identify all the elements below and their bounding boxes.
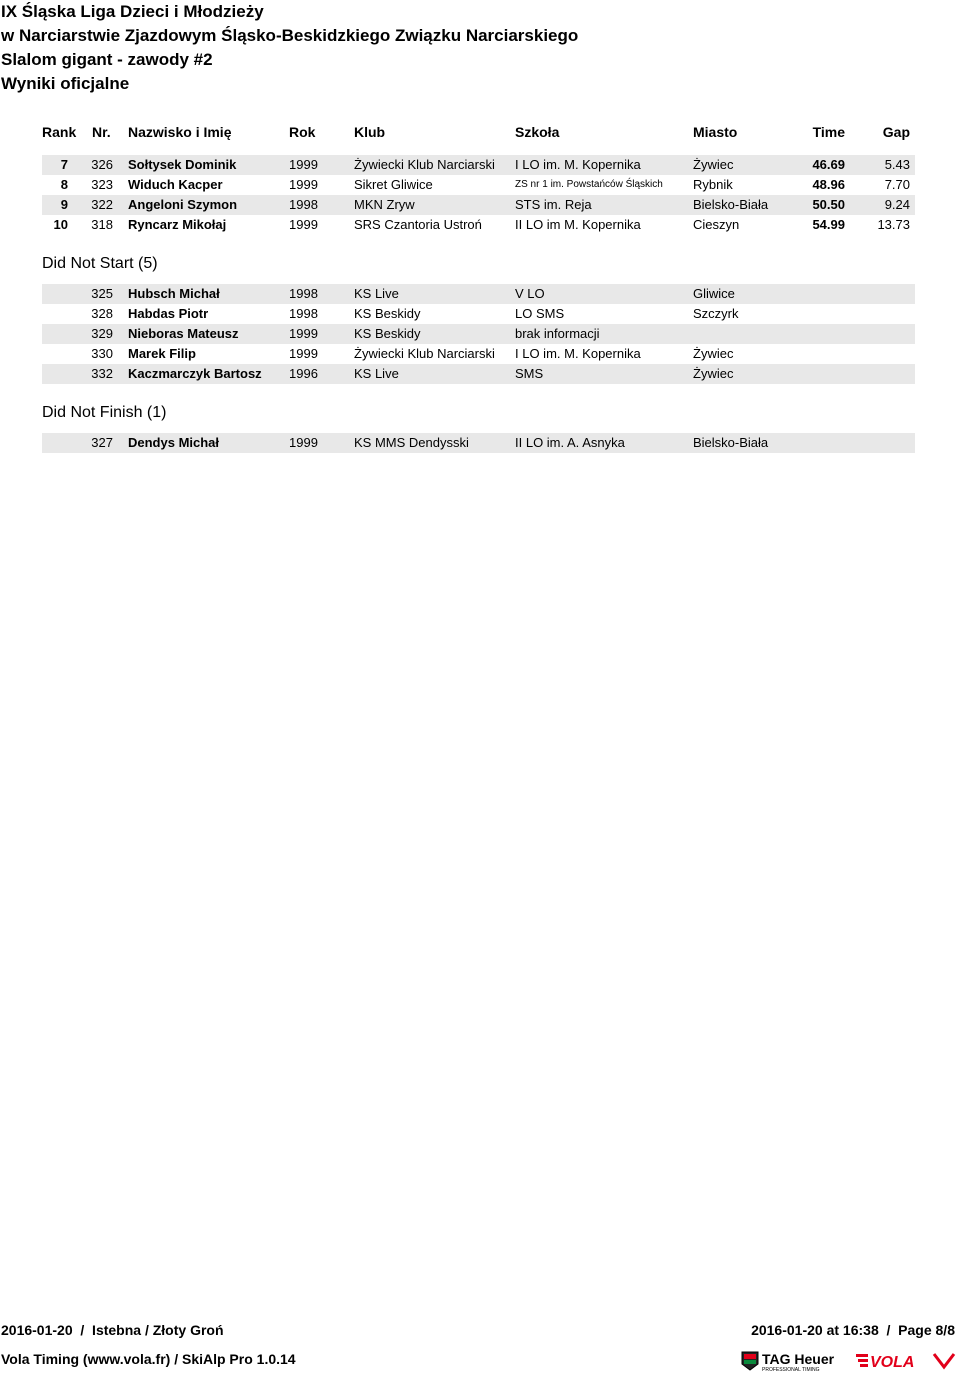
competitor-name: Angeloni Szymon (128, 197, 238, 212)
school: SMS (515, 366, 544, 381)
bib: 332 (91, 366, 113, 381)
col-year: Rok (289, 124, 316, 140)
school: II LO im. A. Asnyka (515, 435, 625, 450)
vola-wordmark: VOLA (870, 1354, 915, 1371)
document-header (1, 0, 578, 96)
bib: 322 (91, 197, 113, 212)
col-club: Klub (354, 124, 386, 140)
tag-heuer-logo (740, 1350, 848, 1372)
col-rank: Rank (42, 124, 77, 140)
rank: 8 (60, 177, 68, 192)
club: KS Beskidy (354, 306, 421, 321)
competitor-name: Sołtysek Dominik (128, 157, 237, 172)
school: STS im. Reja (515, 197, 592, 212)
competitor-name: Dendys Michał (128, 435, 220, 450)
competitor-name: Hubsch Michał (128, 286, 220, 301)
dnf-row (42, 433, 915, 453)
city: Żywiec (693, 157, 734, 172)
city: Żywiec (693, 346, 734, 361)
school: brak informacji (515, 326, 600, 341)
city: Żywiec (693, 366, 734, 381)
birth-year: 1998 (289, 306, 318, 321)
club: Żywiecki Klub Narciarski (354, 157, 495, 172)
result-row (42, 155, 915, 175)
city: Szczyrk (693, 306, 739, 321)
gap: 9.24 (884, 197, 910, 212)
header-subtitle: w Narciarstwie Zjazdowym Śląsko-Beskidzkiego Związku Narciarskiego (1, 26, 579, 45)
rank: 9 (60, 197, 68, 212)
dns-row (42, 344, 915, 364)
gap: 13.73 (877, 217, 910, 232)
school: LO SMS (515, 306, 565, 321)
city: Gliwice (693, 286, 735, 301)
school: II LO im M. Kopernika (515, 217, 641, 232)
school: ZS nr 1 im. Powstańców Śląskich (515, 179, 663, 190)
tag-heuer-shield-icon (740, 1350, 848, 1372)
tag-heuer-wordmark: TAG Heuer (762, 1351, 835, 1367)
club: Sikret Gliwice (354, 177, 433, 192)
dnf-section-title: Did Not Finish (1) (42, 404, 167, 421)
dns-row (42, 284, 915, 304)
birth-year: 1999 (289, 435, 318, 450)
bib: 329 (91, 326, 113, 341)
club: KS Beskidy (354, 326, 421, 341)
race-name: Slalom gigant - zawody #2 (1, 50, 213, 69)
birth-year: 1999 (289, 346, 318, 361)
rank: 10 (53, 217, 68, 232)
col-city: Miasto (693, 124, 738, 140)
header-title: IX Śląska Liga Dzieci i Młodzieży (1, 2, 264, 21)
club: MKN Zryw (354, 197, 415, 212)
result-row (42, 215, 915, 235)
birth-year: 1998 (289, 197, 318, 212)
school: V LO (515, 286, 545, 301)
gap: 5.43 (884, 157, 910, 172)
results-status: Wyniki oficjalne (1, 74, 130, 93)
city: Bielsko-Biała (693, 435, 769, 450)
city: Bielsko-Biała (693, 197, 769, 212)
bib: 318 (91, 217, 113, 232)
col-time: Time (812, 124, 845, 140)
competitor-name: Kaczmarczyk Bartosz (128, 366, 262, 381)
birth-year: 1999 (289, 157, 318, 172)
time: 50.50 (812, 197, 845, 212)
vola-mark-icon (856, 1350, 956, 1372)
birth-year: 1999 (289, 217, 318, 232)
bib: 328 (91, 306, 113, 321)
gap: 7.70 (884, 177, 910, 192)
bib: 330 (91, 346, 113, 361)
dns-section-title: Did Not Start (5) (42, 255, 158, 272)
footer-date-location: 2016-01-20 / Istebna / Złoty Groń (1, 1322, 224, 1338)
competitor-name: Nieboras Mateusz (128, 326, 239, 341)
club: KS Live (354, 366, 399, 381)
birth-year: 1996 (289, 366, 318, 381)
competitor-name: Marek Filip (128, 346, 196, 361)
club: Żywiecki Klub Narciarski (354, 346, 495, 361)
bib: 325 (91, 286, 113, 301)
col-nr: Nr. (92, 124, 111, 140)
time: 46.69 (812, 157, 845, 172)
column-headers (42, 121, 915, 143)
col-name: Nazwisko i Imię (128, 124, 232, 140)
birth-year: 1999 (289, 326, 318, 341)
footer-software: Vola Timing (www.vola.fr) / SkiAlp Pro 1.0.14 (1, 1351, 296, 1367)
dns-row (42, 324, 915, 344)
result-row (42, 175, 915, 195)
dns-row (42, 304, 915, 324)
time: 54.99 (812, 217, 845, 232)
result-row (42, 195, 915, 215)
club: SRS Czantoria Ustroń (354, 217, 482, 232)
tag-heuer-subline: PROFESSIONAL TIMING (762, 1367, 820, 1372)
col-school: Szkoła (515, 124, 560, 140)
col-gap: Gap (882, 124, 910, 140)
club: KS Live (354, 286, 399, 301)
bib: 327 (91, 435, 113, 450)
competitor-name: Ryncarz Mikołaj (128, 217, 227, 232)
vola-logo (856, 1350, 956, 1372)
bib: 326 (91, 157, 113, 172)
bib: 323 (91, 177, 113, 192)
competitor-name: Habdas Piotr (128, 306, 209, 321)
city: Cieszyn (693, 217, 740, 232)
birth-year: 1998 (289, 286, 318, 301)
competitor-name: Widuch Kacper (128, 177, 223, 192)
city: Rybnik (693, 177, 733, 192)
footer-timestamp-page: 2016-01-20 at 16:38 / Page 8/8 (751, 1322, 955, 1338)
time: 48.96 (812, 177, 845, 192)
club: KS MMS Dendysski (354, 435, 469, 450)
school: I LO im. M. Kopernika (515, 346, 641, 361)
birth-year: 1999 (289, 177, 318, 192)
rank: 7 (60, 157, 68, 172)
dns-row (42, 364, 915, 384)
school: I LO im. M. Kopernika (515, 157, 641, 172)
